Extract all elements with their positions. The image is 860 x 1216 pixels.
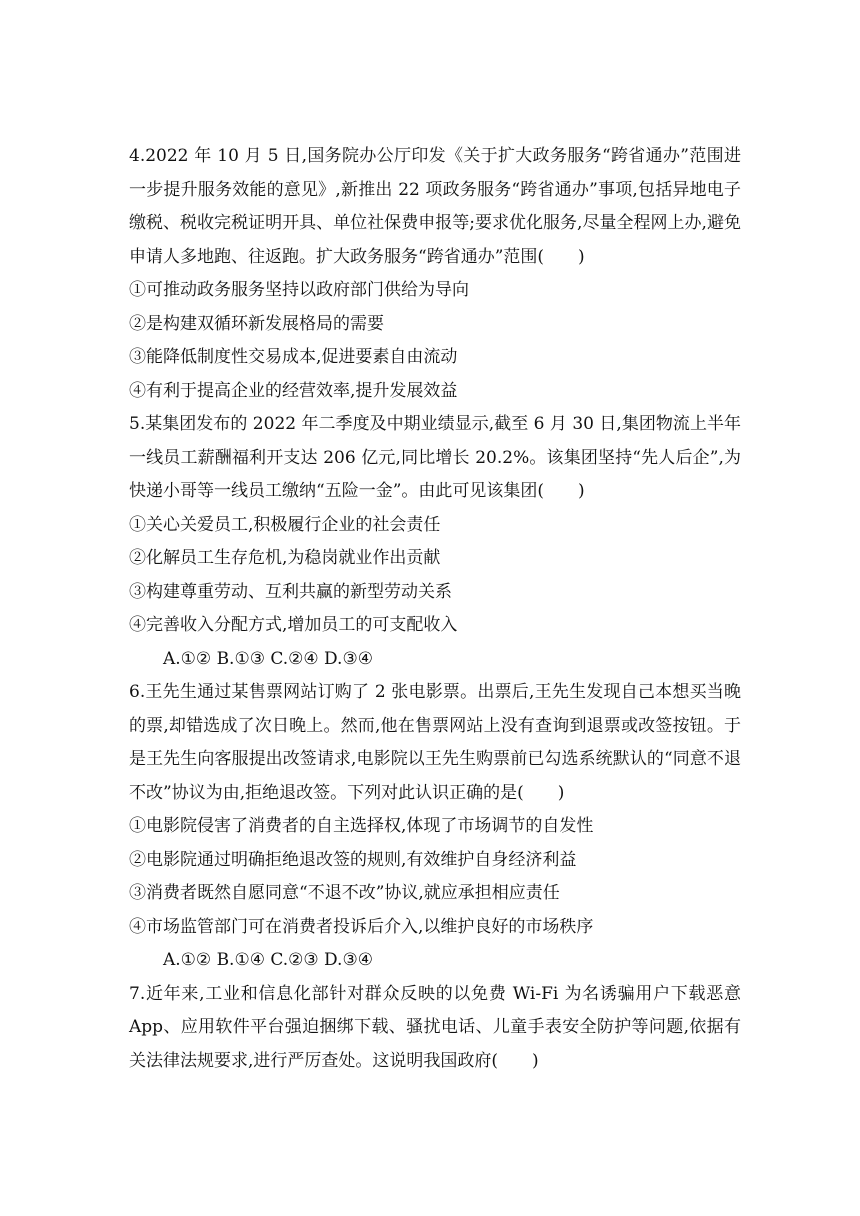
question-stem: 4.2022 年 10 月 5 日,国务院办公厅印发《关于扩大政务服务“跨省通办”范围进一步提升服务效能的意见》,新推出 22 项政务服务“跨省通办”事项,包括异地电子缴税、税收完税证明开具、单位社保费申报等;要求优化服务,尽量全程网上办,避免申请人多地跑、往返跑。扩大政务服务“跨省通办”范围( ): [129, 146, 741, 267]
option-4: ④有利于提高企业的经营效率,提升发展效益: [129, 380, 458, 401]
question-stem: 5.某集团发布的 2022 年二季度及中期业绩显示,截至 6 月 30 日,集团物流上半年一线员工薪酬福利开支达 206 亿元,同比增长 20.2%。该集团坚持“先人后企”,为快递小哥等一线员工缴纳“五险一金”。由此可见该集团( ): [129, 414, 741, 501]
option-3: ③能降低制度性交易成本,促进要素自由流动: [129, 347, 458, 367]
option-1: ①关心关爱员工,积极履行企业的社会责任: [129, 514, 441, 535]
option-4: ④完善收入分配方式,增加员工的可支配收入: [129, 615, 458, 635]
option-1: ①可推动政务服务坚持以政府部门供给为导向: [129, 280, 469, 300]
option-1: ①电影院侵害了消费者的自主选择权,体现了市场调节的自发性: [129, 816, 594, 836]
question-6: [129, 676, 741, 978]
option-2: ②是构建双循环新发展格局的需要: [129, 313, 384, 334]
document-page: [129, 140, 741, 1078]
option-3: ③构建尊重劳动、互利共赢的新型劳动关系: [129, 581, 452, 602]
question-stem: 6.王先生通过某售票网站订购了 2 张电影票。出票后,王先生发现自己本想买当晚的票,却错选成了次日晚上。然而,他在售票网站上没有查询到退票或改签按钮。于是王先生向客服提出改签请求,电影院以王先生购票前已勾选系统默认的“同意不退不改”协议为由,拒绝退改签。下列对此认识正确的是( ): [129, 682, 741, 803]
question-7: [129, 978, 741, 1079]
question-4: [129, 140, 741, 408]
question-stem: 7.近年来,工业和信息化部针对群众反映的以免费 Wi-Fi 为名诱骗用户下载恶意 App、应用软件平台强迫捆绑下载、骚扰电话、儿童手表安全防护等问题,依据有关法律法规要求,进行严厉查处。这说明我国政府( ): [129, 983, 741, 1071]
option-4: ④市场监管部门可在消费者投诉后介入,以维护良好的市场秩序: [129, 916, 594, 937]
option-2: ②电影院通过明确拒绝退改签的规则,有效维护自身经济利益: [129, 849, 577, 870]
option-2: ②化解员工生存危机,为稳岗就业作出贡献: [129, 548, 441, 568]
answer-choices: A.①② B.①④ C.②③ D.③④: [163, 950, 373, 970]
question-5: [129, 408, 741, 676]
option-3: ③消费者既然自愿同意“不退不改”协议,就应承担相应责任: [129, 883, 560, 903]
answer-choices: A.①② B.①③ C.②④ D.③④: [163, 648, 373, 669]
